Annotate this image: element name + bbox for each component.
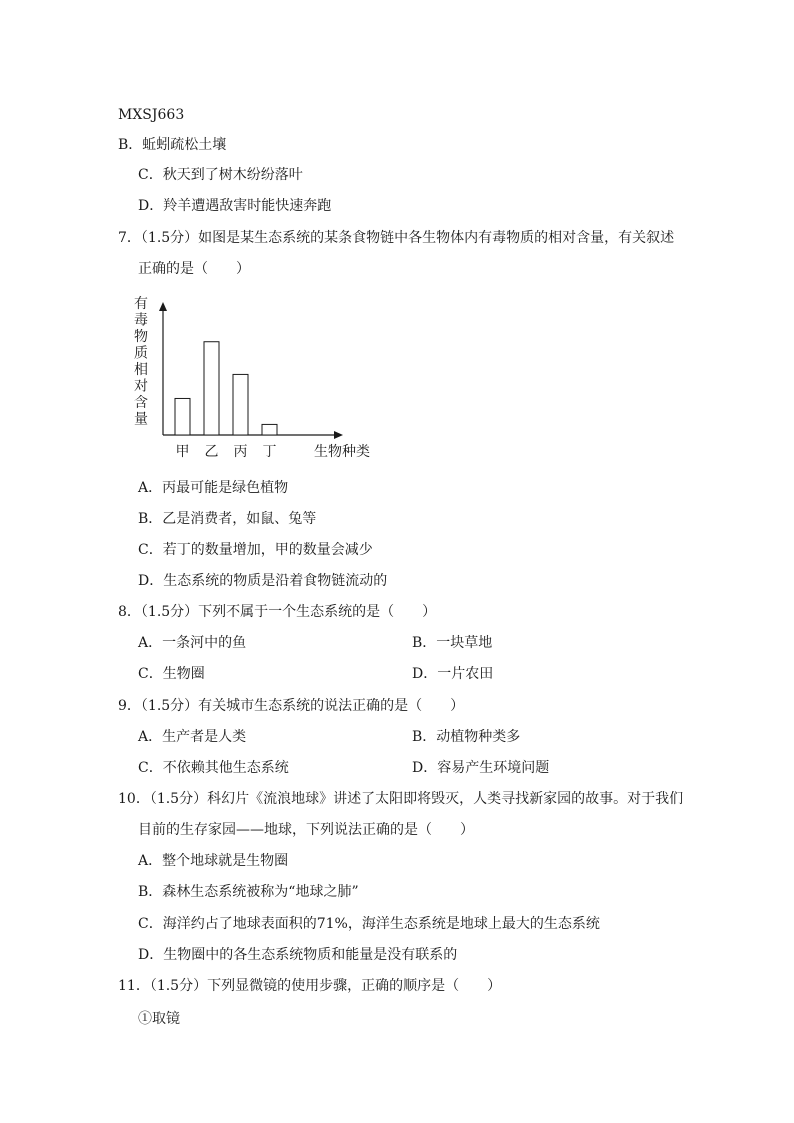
bar-4 <box>262 424 277 435</box>
chart-ylabel-char: 物 <box>134 329 148 345</box>
chart-ylabel <box>134 296 148 428</box>
q10-option-c: C．海洋约占了地球表面积的71%，海洋生态系统是地球上最大的生态系统 <box>138 916 600 932</box>
bar-1 <box>175 398 190 435</box>
bar-2 <box>204 342 219 435</box>
q10-stem-line2: 目前的生存家园——地球，下列说法正确的是（ ） <box>138 822 474 838</box>
chart-xlabel: 生物种类 <box>314 444 370 460</box>
q10-option-b: B．森林生态系统被称为“地球之肺” <box>138 884 359 900</box>
chart-ylabel-char: 量 <box>134 411 148 428</box>
category-label: 丙 <box>233 444 248 460</box>
q9-option-c: C．不依赖其他生态系统 <box>138 760 289 776</box>
q9-option-a: A．生产者是人类 <box>138 729 247 745</box>
q9-option-d: D．容易产生环境问题 <box>412 760 550 776</box>
x-axis-arrow <box>334 431 343 439</box>
category-label: 乙 <box>204 444 219 460</box>
q7-stem-line1: 7．（1.5分）如图是某生态系统的某条食物链中各生物体内有毒物质的相对含量，有关叙述 <box>118 230 675 246</box>
chart-ylabel-char: 对 <box>134 378 148 395</box>
q9-option-b: B．动植物种类多 <box>412 729 521 745</box>
q8-stem: 8．（1.5分）下列不属于一个生态系统的是（ ） <box>118 604 437 620</box>
q10-option-a: A．整个地球就是生物圈 <box>138 853 289 869</box>
q8-option-b: B．一块草地 <box>412 635 493 651</box>
chart-ylabel-char: 相 <box>134 362 148 378</box>
q6-option-b: B．蚯蚓疏松土壤 <box>118 137 227 153</box>
q6-option-d: D．羚羊遭遇敌害时能快速奔跑 <box>138 198 332 214</box>
q6-option-c: C．秋天到了树木纷纷落叶 <box>138 167 303 183</box>
chart-ylabel-char: 有 <box>134 296 148 312</box>
chart-ylabel-char: 含 <box>134 395 148 411</box>
q7-option-b: B．乙是消费者，如鼠、兔等 <box>138 511 317 527</box>
y-axis-arrow <box>159 302 167 311</box>
category-label: 甲 <box>175 444 190 460</box>
q7-option-d: D．生态系统的物质是沿着食物链流动的 <box>138 573 388 589</box>
q7-option-c: C．若丁的数量增加，甲的数量会减少 <box>138 542 373 558</box>
category-label: 丁 <box>262 444 277 460</box>
q10-option-d: D．生物圈中的各生态系统物质和能量是没有联系的 <box>138 947 458 963</box>
q7-option-a: A．丙最可能是绿色植物 <box>138 480 289 496</box>
q11-step-1: ①取镜 <box>138 1011 180 1027</box>
q8-option-a: A．一条河中的鱼 <box>138 635 247 651</box>
chart-ylabel-char: 毒 <box>134 312 148 329</box>
q9-stem: 9．（1.5分）有关城市生态系统的说法正确的是（ ） <box>118 698 465 714</box>
q11-stem: 11．（1.5分）下列显微镜的使用步骤，正确的顺序是（ ） <box>118 978 502 994</box>
q10-stem-line1: 10．（1.5分）科幻片《流浪地球》讲述了太阳即将毁灭，人类寻找新家园的故事。对于我们 <box>118 791 684 807</box>
document-code: MXSJ663 <box>118 107 185 123</box>
chart-ylabel-char: 质 <box>134 345 148 362</box>
toxin-bar-chart <box>118 290 398 470</box>
q8-option-d: D．一片农田 <box>412 666 494 682</box>
q8-option-c: C．生物圈 <box>138 666 205 682</box>
q7-stem-line2: 正确的是（ ） <box>138 261 250 277</box>
bar-3 <box>233 374 248 435</box>
